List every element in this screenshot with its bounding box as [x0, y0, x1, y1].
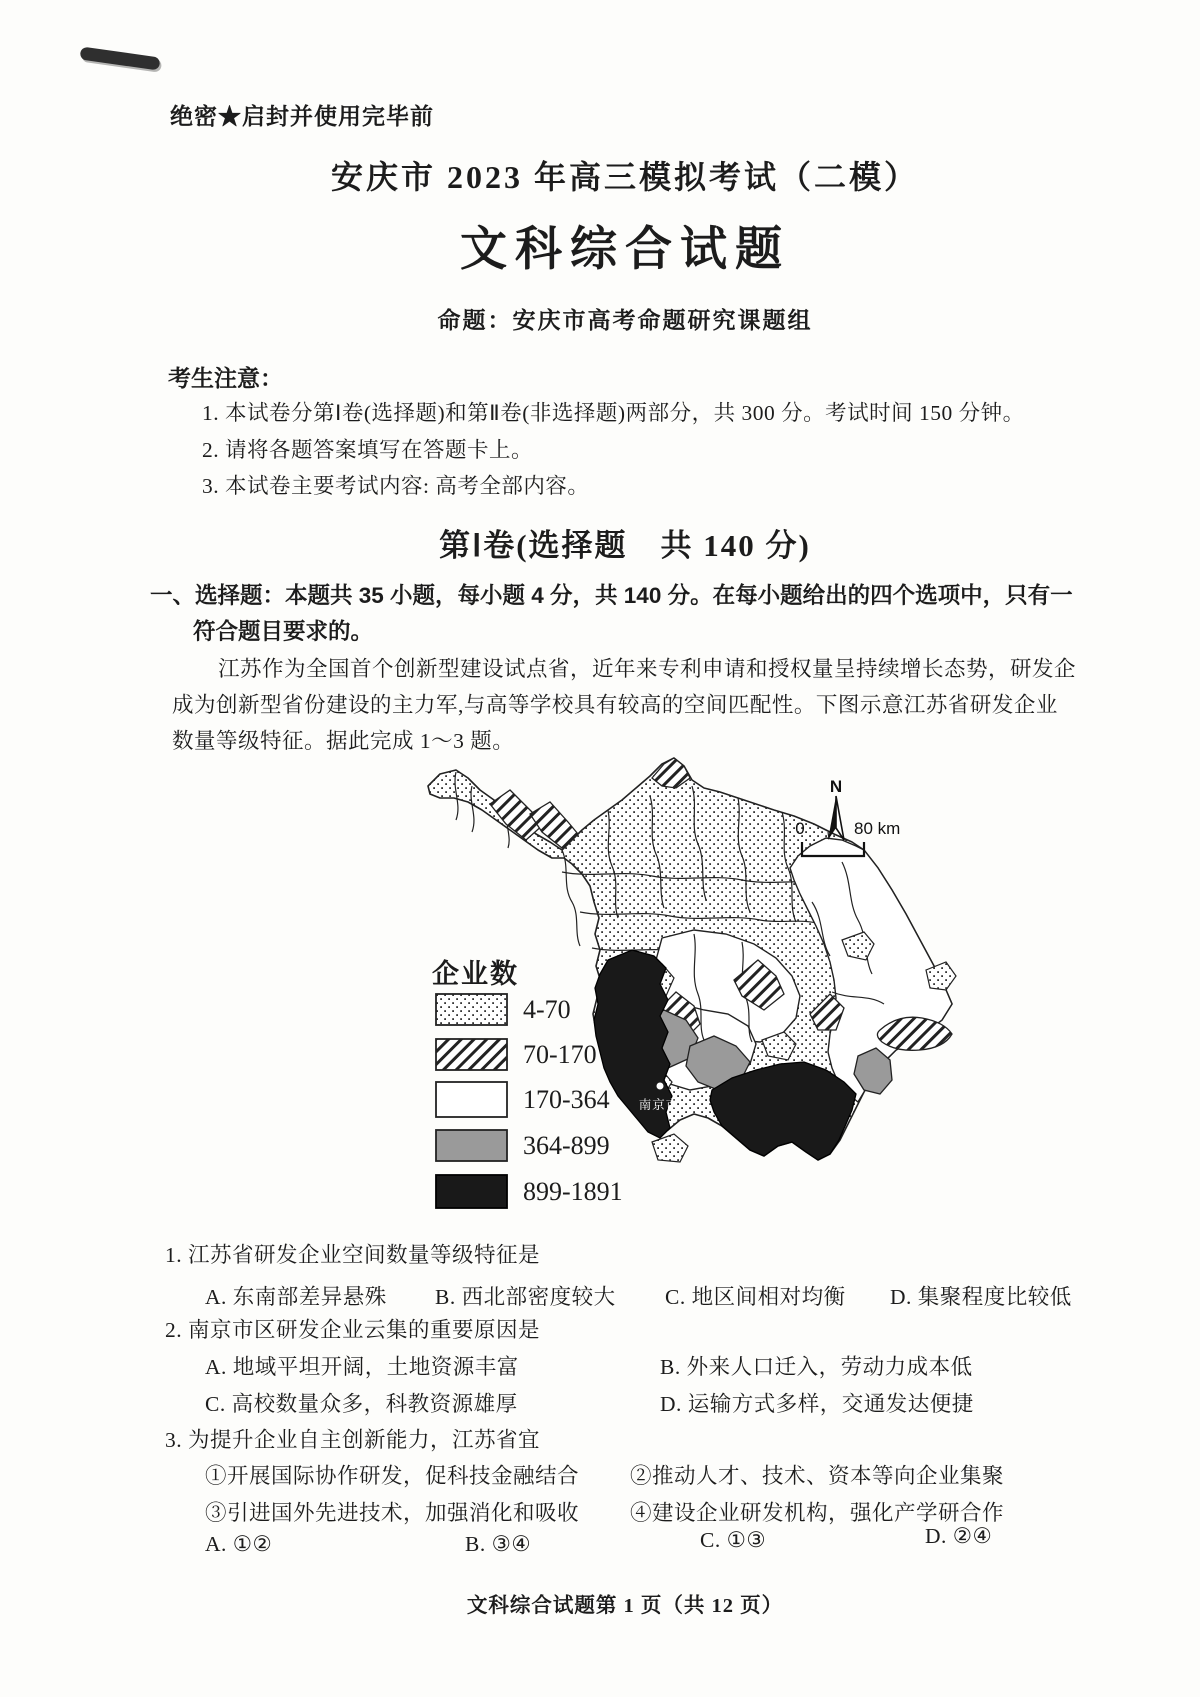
compass-n-label: N	[829, 777, 843, 796]
exam-title: 安庆市 2023 年高三模拟考试（二模）	[330, 159, 919, 195]
map-compass-scale	[788, 776, 938, 871]
question-statement: ①开展国际协作研发，促科技金融结合	[205, 1464, 580, 1488]
intro-line: 江苏作为全国首个创新型建设试点省，近年来专利申请和授权量呈持续增长态势，研发企	[218, 657, 1077, 681]
legend-range-label: 170-364	[523, 1085, 610, 1114]
proposer-line: 命题：安庆市高考命题研究课题组	[437, 308, 813, 333]
security-notice: 绝密★启封并使用完毕前	[170, 104, 434, 129]
legend-swatch-dots	[435, 993, 509, 1027]
question-option: D. 集聚程度比较低	[890, 1285, 1072, 1309]
legend-range-label: 899-1891	[523, 1177, 623, 1206]
question-option: B. 西北部密度较大	[435, 1285, 616, 1309]
question-option: A. 东南部差异悬殊	[205, 1285, 387, 1309]
scale-end-label: 80 km	[854, 819, 901, 838]
question-stem: 3. 为提升企业自主创新能力，江苏省宜	[165, 1428, 541, 1452]
legend-swatch-gray	[435, 1129, 509, 1163]
legend-range-label: 364-899	[523, 1131, 610, 1160]
paper-title: 文科综合试题	[460, 222, 790, 275]
question-statement: ②推动人才、技术、资本等向企业集聚	[630, 1464, 1005, 1488]
nanjing-city-label: 南京市	[638, 1098, 680, 1112]
intro-line: 数量等级特征。据此完成 1～3 题。	[172, 729, 515, 753]
question-option: C. ①③	[700, 1528, 767, 1552]
scan-pen-mark	[79, 46, 160, 70]
legend-swatch-black	[435, 1174, 509, 1210]
question-option: A. ①②	[205, 1532, 273, 1556]
legend-swatch-hatch	[435, 1038, 509, 1072]
section-title: 第Ⅰ卷(选择题 共 140 分)	[439, 528, 811, 563]
intro-line: 成为创新型省份建设的主力军,与高等学校具有较高的空间匹配性。下图示意江苏省研发企业	[172, 693, 1058, 717]
question-option: D. ②④	[925, 1524, 993, 1548]
legend-title: 企业数	[432, 959, 519, 989]
page-footer: 文科综合试题第 1 页（共 12 页）	[466, 1595, 784, 1617]
notice-item: 2. 请将各题答案填写在答题卡上。	[202, 438, 534, 462]
question-statement: ④建设企业研发机构，强化产学研合作	[630, 1501, 1005, 1525]
question-option: A. 地域平坦开阔，土地资源丰富	[205, 1355, 519, 1379]
question-option: C. 地区间相对均衡	[665, 1285, 846, 1309]
question-option: B. ③④	[465, 1532, 532, 1556]
scale-start-label: 0	[795, 819, 805, 838]
north-arrow-icon	[828, 796, 844, 840]
question-option: B. 外来人口迁入，劳动力成本低	[660, 1355, 973, 1379]
notice-item: 3. 本试卷主要考试内容: 高考全部内容。	[202, 474, 590, 498]
question-option: C. 高校数量众多，科教资源雄厚	[205, 1392, 518, 1416]
question-stem: 1. 江苏省研发企业空间数量等级特征是	[165, 1243, 541, 1267]
notice-heading: 考生注意：	[168, 365, 283, 391]
directions-line-2: 符合题目要求的。	[193, 619, 374, 644]
directions-line-1: 一、选择题：本题共 35 小题，每小题 4 分，共 140 分。在每小题给出的四个选项中，只有一	[150, 583, 1073, 608]
question-option: D. 运输方式多样，交通发达便捷	[660, 1392, 974, 1416]
legend-range-label: 4-70	[523, 995, 571, 1024]
nanjing-city-marker	[657, 1083, 664, 1090]
scale-bar	[802, 842, 864, 856]
notice-item: 1. 本试卷分第Ⅰ卷(选择题)和第Ⅱ卷(非选择题)两部分，共 300 分。考试时间 150 分钟。	[202, 401, 1025, 425]
legend-range-label: 70-170	[523, 1040, 597, 1069]
question-statement: ③引进国外先进技术，加强消化和吸收	[205, 1501, 580, 1525]
legend-swatch-white	[435, 1081, 509, 1119]
question-stem: 2. 南京市区研发企业云集的重要原因是	[165, 1318, 541, 1342]
